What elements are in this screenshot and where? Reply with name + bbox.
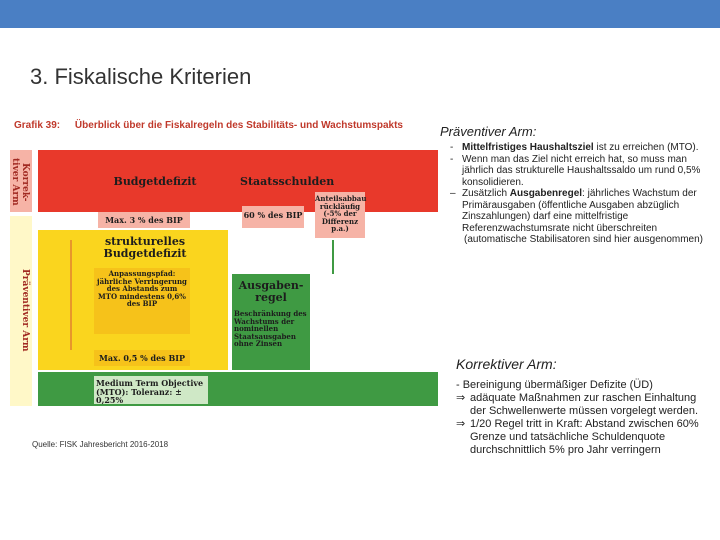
praeventiv-note: (automatische Stabilisatoren sind hier ausgenommen) (464, 234, 704, 245)
figure-caption-text: Überblick über die Fiskalregeln des Stabilitäts- und Wachstumspakts (74, 120, 403, 131)
list-item (456, 392, 706, 418)
list-item (440, 188, 710, 234)
list-item: - Bereinigung übermäßiger Defizite (ÜD) (456, 379, 653, 391)
max3-label: Max. 3 % des BIP (105, 215, 183, 225)
korrektiv-section (456, 356, 706, 457)
bullet-marker: - (450, 153, 454, 165)
slide-title: 3. Fiskalische Kriterien (30, 64, 252, 89)
item-prefix: Zusätzlich (462, 188, 510, 199)
arrow-down-left (70, 240, 72, 350)
source-note: Quelle: FISK Jahresbericht 2016-2018 (32, 440, 169, 449)
arrow-marker: ⇒ (456, 392, 466, 404)
figure-caption (14, 120, 403, 131)
top-accent-bar (0, 0, 720, 28)
list-item (440, 154, 710, 189)
praeventiv-section (440, 124, 710, 246)
bullet-marker: - (450, 142, 454, 153)
strukturelles-label: strukturelles Budgetdefizit (103, 235, 187, 260)
item-text: ist zu erreichen (MTO). (593, 142, 699, 153)
side-label-korrektiv: Korrek- tiver Arm (10, 158, 30, 206)
item-text: adäquate Maßnahmen zur raschen Einhaltung der Schwellenwerte müssen vorgelegt werden. (470, 392, 699, 417)
side-label-praeventiv: Präventiver Arm (20, 268, 30, 352)
mto-label: Medium Term Objective (MTO): Toleranz: ± 0,25% (96, 378, 204, 406)
list-item (440, 142, 710, 154)
item-bold: Ausgabenregel (509, 188, 583, 199)
ausgaben-label: Ausgaben-regel (238, 279, 304, 304)
arrow-green (332, 240, 334, 274)
korrektiv-list (456, 379, 706, 457)
staatsschulden-label: Staatsschulden (240, 175, 335, 188)
anteil-label: Anteilsabbau rückläufig (-5% der Differenz p.a.) (315, 194, 367, 234)
item-bold: Mittelfristiges Haushaltsziel (462, 142, 594, 153)
praeventiv-list (440, 142, 710, 234)
sixty-label: 60 % des BIP (243, 210, 303, 220)
max05-label: Max. 0,5 % des BIP (99, 353, 185, 363)
korrektiv-heading: Korrektiver Arm: (456, 356, 557, 372)
bullet-marker: – (450, 188, 456, 199)
figure-number: Grafik 39: (14, 120, 61, 131)
beschraenkung-label: Beschränkung des Wachstums der nominellen Staatsausgaben ohne Zinsen (234, 309, 307, 349)
arrow-marker: ⇒ (456, 418, 466, 430)
anpassung-label: Anpassungspfad: jährliche Verringerung des Abstands zum MTO mindestens 0,6% des BIP (97, 269, 187, 309)
fiscal-rules-diagram (10, 150, 438, 406)
budgetdefizit-label: Budgetdefizit (113, 175, 197, 188)
praeventiv-heading: Präventiver Arm: (440, 124, 537, 139)
list-item (456, 418, 706, 457)
item-text: 1/20 Regel tritt in Kraft: Abstand zwischen 60% Grenze und tatsächliche Schuldenquote durchschnittlich 5% pro Jahr verringern (470, 418, 699, 456)
item-text: : jährliches Wachstum der Primärausgaben (öffentliche Ausgaben abzüglich Zinszahlungen) darf eine mittelfristige Referenzwachstumsrate nicht überschreiten (462, 188, 697, 234)
item-text: Wenn man das Ziel nicht erreich hat, so muss man jährlich das strukturelle Haushaltssaldo um rund 0,5% konsolidieren. (462, 153, 701, 188)
